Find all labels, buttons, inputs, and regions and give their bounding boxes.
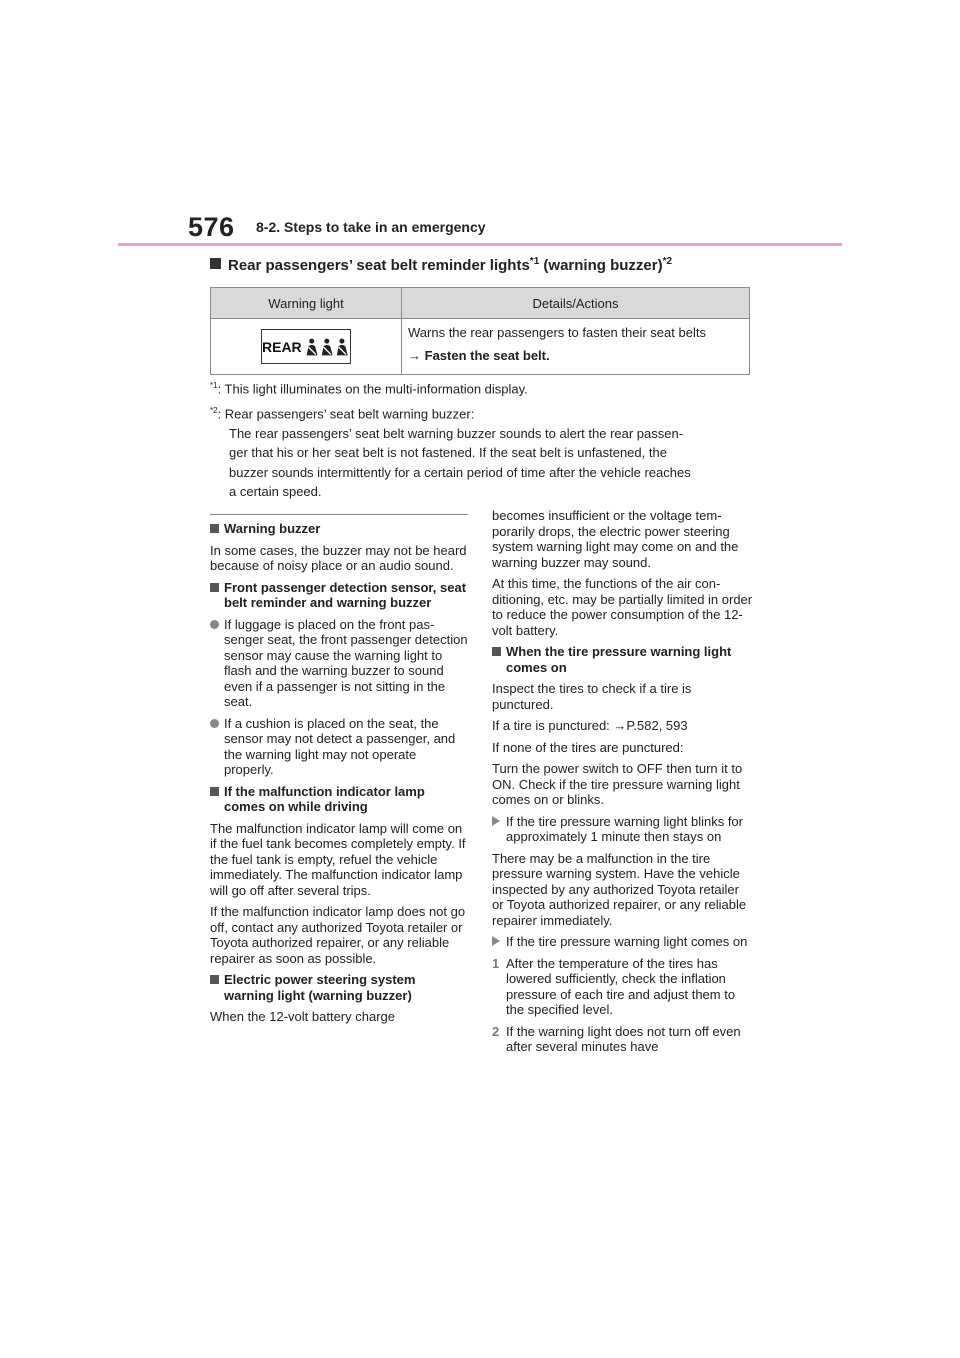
paragraph: When the 12-volt battery charge [210, 1009, 395, 1024]
square-bullet-icon [210, 975, 219, 984]
details-cell [402, 319, 750, 375]
right-column [492, 508, 754, 1061]
square-bullet-icon [210, 787, 219, 796]
sub-item-text: If the tire pressure warning light blinks for approximately 1 minute then stays on [506, 813, 743, 844]
heading-sup-1: *1 [529, 256, 540, 267]
sub-item [492, 934, 754, 950]
paragraph: If the malfunction indicator lamp does not go off, contact any authorized Toyota retailer or Toyota authorized repairer, or any reliable repairer as soon as possible. [210, 904, 466, 966]
heading-text: Electric power steering system warning light (warning buzzer) [224, 972, 416, 1003]
step-item [492, 956, 754, 1018]
icon-cell [211, 319, 402, 375]
heading-warning-buzzer [210, 521, 468, 537]
square-bullet-icon [492, 647, 501, 656]
square-bullet-icon [210, 524, 219, 533]
footnote-2-line-1: The rear passengers’ seat belt warning buzzer sounds to alert the rear passen- [229, 425, 684, 441]
heading-text: If the malfunction indicator lamp comes on while driving [224, 783, 425, 814]
heading-front-passenger [210, 580, 468, 611]
bullet-item [210, 617, 468, 710]
paragraph: Turn the power switch to OFF then turn it to ON. Check if the tire pressure warning light comes on or blinks. [492, 761, 743, 807]
square-bullet-icon [210, 583, 219, 592]
heading-malfunction [210, 784, 468, 815]
footnote-2 [210, 401, 750, 502]
section-title: 8-2. Steps to take in an emergency [256, 219, 486, 235]
triangle-bullet-icon [492, 816, 500, 826]
heading-text: When the tire pressure warning light comes on [506, 644, 732, 675]
rear-seat-belt-heading [210, 256, 672, 274]
footnote-text-2: : Rear passengers’ seat belt warning buzzer: [217, 406, 475, 422]
table-header-row [211, 288, 750, 319]
bullet-text: If luggage is placed on the front passenger seat, the front passenger detection sensor may cause the warning light to flash and the warning buzzer to sound even if a passenger is not sitting in the seat. [224, 616, 468, 709]
heading-sup-2: *2 [662, 256, 673, 267]
action-text: Fasten the seat belt. [424, 348, 550, 363]
sub-item-text: If the tire pressure warning light comes on [506, 934, 748, 949]
footnote-mark-2: *2 [210, 406, 218, 415]
col-warning-light: Warning light [211, 288, 402, 319]
step-text: After the temperature of the tires has lowered sufficiently, check the inflation pressure of each tire and adjust them to the specified level. [506, 955, 736, 1017]
paragraph: In some cases, the buzzer may not be heard because of noisy place or an audio sound. [210, 542, 467, 573]
table-row [211, 319, 750, 375]
paragraph: becomes insufficient or the voltage temporarily drops, the electric power steering system warning light may come on and the warning buzzer may sound. [492, 508, 739, 570]
warning-light-table [210, 287, 750, 375]
col-details: Details/Actions [402, 288, 750, 319]
step-number: 2 [492, 1023, 500, 1039]
paragraph: Inspect the tires to check if a tire is punctured. [492, 681, 692, 712]
footnote-2-line-2: ger that his or her seat belt is not fastened. If the seat belt is unfastened, the [229, 445, 667, 461]
step-text: If the warning light does not turn off even after several minutes have [506, 1023, 741, 1054]
footnote-text-1: : This light illuminates on the multi-information display. [217, 381, 528, 397]
paragraph: The malfunction indicator lamp will come on if the fuel tank becomes completely empty. If the fuel tank is empty, refuel the vehicle immediately. The malfunction indicator lamp will go off after several trips. [210, 820, 466, 898]
heading-text: Rear passengers’ seat belt reminder lights [228, 257, 530, 274]
left-column [210, 521, 468, 1031]
page-reference: If a tire is punctured: →P.582, 593 [492, 718, 688, 733]
step-item [492, 1024, 754, 1055]
heading-tire-pressure [492, 644, 754, 675]
column-rule [210, 514, 468, 515]
footnote-2-line-3: buzzer sounds intermittently for a certain period of time after the vehicle reaches [229, 464, 691, 480]
rear-seat-belt-reminder-icon [261, 329, 351, 364]
bullet-item [210, 716, 468, 778]
heading-text-mid: (warning buzzer) [539, 257, 663, 274]
footnote-2-line-4: a certain speed. [229, 484, 322, 500]
heading-text: Warning buzzer [224, 521, 321, 536]
heading-text: Front passenger detection sensor, seat belt reminder and warning buzzer [224, 579, 467, 610]
arrow-right-icon: → [408, 348, 421, 363]
header-rule [118, 243, 842, 246]
footnote-1 [210, 376, 750, 399]
rear-icon-label: REAR [262, 338, 302, 355]
action-line [408, 346, 741, 365]
paragraph: If none of the tires are punctured: [492, 739, 684, 755]
circle-bullet-icon [210, 620, 219, 629]
sub-item [492, 814, 754, 845]
square-bullet-icon [210, 258, 221, 269]
circle-bullet-icon [210, 719, 219, 728]
paragraph: There may be a malfunction in the tire pressure warning system. Have the vehicle inspected by any authorized Toyota retailer or Toyota authorized repairer, or any reliable repairer immediately. [492, 850, 747, 928]
step-number: 1 [492, 955, 500, 971]
triangle-bullet-icon [492, 936, 500, 946]
paragraph: At this time, the functions of the air conditioning, etc. may be partially limited in order to reduce the power consumption of the 12-volt battery. [492, 576, 753, 638]
page-number: 576 [188, 212, 235, 242]
seat-belt-figures-icon [305, 336, 350, 358]
footnote-mark-1: *1 [210, 381, 218, 390]
heading-eps [210, 972, 468, 1003]
bullet-text: If a cushion is placed on the seat, the sensor may not detect a passenger, and the warning light may not operate properly. [224, 715, 456, 777]
details-text: Warns the rear passengers to fasten their seat belts [408, 325, 706, 340]
